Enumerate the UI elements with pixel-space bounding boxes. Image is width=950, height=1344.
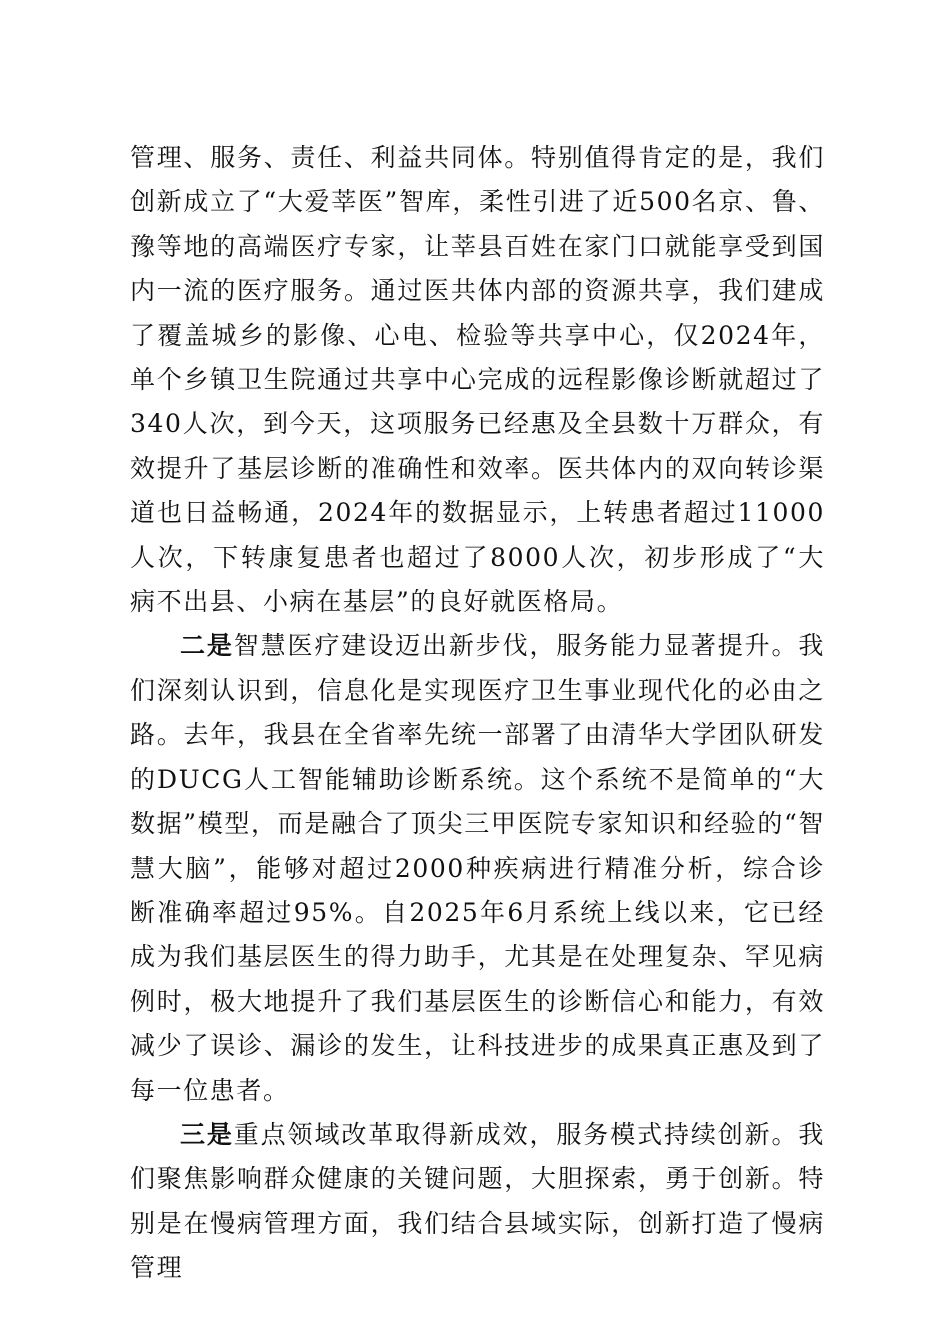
paragraph-2-text: 智慧医疗建设迈出新步伐，服务能力显著提升。我们深刻认识到，信息化是实现医疗卫生事业现代化的必由之路。去年，我县在全省率先统一部署了由清华大学团队研发的DUCG人工智能辅助诊断系统。这个系统不是简单的“大数据”模型，而是融合了顶尖三甲医院专家知识和经验的“智慧大脑”，能够对超过2000种疾病进行精准分析，综合诊断准确率超过95%。自2025年6月系统上线以来，它已经成为我们基层医生的得力助手，尤其是在处理复杂、罕见病例时，极大地提升了我们基层医生的诊断信心和能力，有效减少了误诊、漏诊的发生，让科技进步的成果真正惠及到了每一位患者。 (130, 631, 826, 1105)
paragraph-1 (130, 136, 825, 624)
document-body (130, 136, 825, 1291)
paragraph-3-lead: 三是 (180, 1119, 234, 1149)
paragraph-2-lead: 二是 (180, 631, 234, 661)
paragraph-3 (130, 1113, 825, 1291)
paragraph-3-text: 重点领域改革取得新成效，服务模式持续创新。我们聚焦影响群众健康的关键问题，大胆探索，勇于创新。特别是在慢病管理方面，我们结合县域实际，创新打造了慢病管理 (130, 1119, 826, 1283)
paragraph-2 (130, 624, 825, 1112)
paragraph-1-text: 管理、服务、责任、利益共同体。特别值得肯定的是，我们创新成立了“大爱莘医”智库，柔性引进了近500名京、鲁、豫等地的高端医疗专家，让莘县百姓在家门口就能享受到国内一流的医疗服务。通过医共体内部的资源共享，我们建成了覆盖城乡的影像、心电、检验等共享中心，仅2024年，单个乡镇卫生院通过共享中心完成的远程影像诊断就超过了340人次，到今天，这项服务已经惠及全县数十万群众，有效提升了基层诊断的准确性和效率。医共体内的双向转诊渠道也日益畅通，2024年的数据显示，上转患者超过11000人次，下转康复患者也超过了8000人次，初步形成了“大病不出县、小病在基层”的良好就医格局。 (130, 143, 825, 617)
